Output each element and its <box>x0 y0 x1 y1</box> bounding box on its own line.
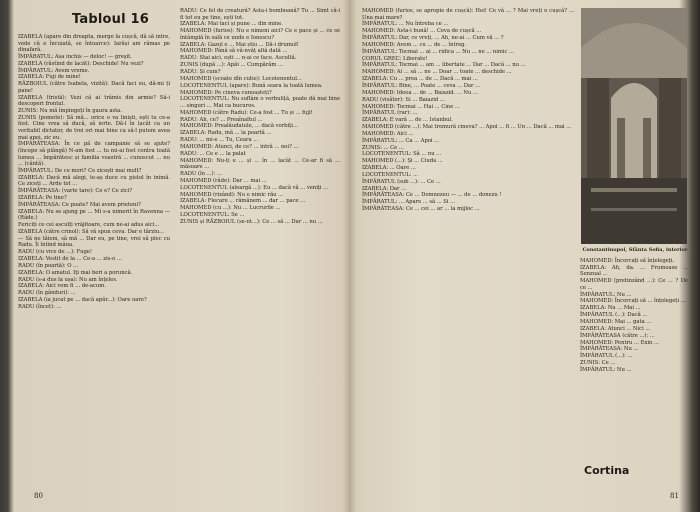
dialogue-line: ZUNIS (pomete): Să mă... orice o va liniști, ești tu ce-a fost. Cine vrea să ducă, să ierte. Dă-l în lacăt ca un veritabil dictator, de trei ori mai bine ca să-l putem avea mai apoi, zic eu. <box>18 114 170 141</box>
dialogue-line: ÎMPĂRATUL (...): ... <box>580 353 633 360</box>
dialogue-line: IZABELA: O amatul. Iți mai beri a poruncă. <box>18 269 133 276</box>
dialogue-line: ZUNIS și RĂZBOIUL (se-nt...): Ce ... să ... Dar ... nu ... <box>180 218 323 225</box>
text-column-4 <box>580 258 688 373</box>
dialogue-line: ÎMPĂRĂTEASA: Ce ... cei ... ar ... la mijloc ... <box>362 206 480 213</box>
dialogue-line: IZABELA (către crinol): Să vă spun ceva. Dar e târziu... <box>18 228 165 235</box>
text-column-2 <box>180 8 340 226</box>
dialogue-line: ÎMPĂRATUL: Nu ... <box>580 291 632 298</box>
dialogue-line: RADU: Ah, ce? ... Preaînaltul ... <box>180 116 263 123</box>
dialogue-line: ÎMPĂRATUL (rar): ... <box>362 110 418 117</box>
dialogue-line: IZABELA: ... Oare ... <box>362 165 416 172</box>
dialogue-line: ÎMPĂRĂTEASA: Nu ... <box>580 346 639 353</box>
dialogue-line: IZABELA: Ah, da. ... Frumoase ... Senzual ... <box>580 264 688 278</box>
dialogue-line: MAHOMED: Ideea ... de ... Baiazid. ... Nu ... <box>362 89 478 96</box>
dialogue-line: IZABELA (răstind de lacăt): Deschide! Nu vezi? <box>18 60 144 67</box>
dialogue-line: ÎMPĂRĂTEASA: Ce poate? Mai avem prieteni? <box>18 201 141 208</box>
dialogue-line: IZABELA: Nu se ajung pe ... Mi s-a nimerit în Ravenna — (Râde.) <box>18 208 170 222</box>
dialogue-line: MAHOMED: Ai ... să ... ne ... Doar ... toate ... deschide ... <box>362 69 512 76</box>
dialogue-line: ÎMPĂRATUL: ... Apare ... să ... Si ... <box>362 199 456 206</box>
dialogue-line: ÎMPĂRATUL: ... Ca ... Apoi ... <box>362 137 440 144</box>
dialogue-line: LOCOTENENTUL (aleargă ...): Eu ... dacă vă ... veniți ... <box>180 184 329 191</box>
dialogue-line: IZABELA: Aici vom fi ... de-acum. <box>18 283 106 290</box>
dialogue-line: IZABELA (ia jucat pe ... dacă apăr...): Oare oare? <box>18 297 147 304</box>
dialogue-line: MAHOMED: Până să vă-nvăț altă dată ... <box>180 48 288 55</box>
dialogue-line: MAHOMED (furios, se apropie de cușcă): Hei! Ce vă ... ? Mai vreți o cușcă? ... Una mai mare? <box>362 8 574 21</box>
section-heading: Cortina <box>584 464 630 477</box>
dialogue-line: ÎMPĂRĂTEASA (către ...): ... <box>580 332 655 339</box>
dialogue-line: ÎMPĂRĂTEASA: (varte tare): Ce e? Ce zici? <box>18 188 133 195</box>
dialogue-line: ZUNIS: Ce ... <box>580 360 616 367</box>
dialogue-line: ÎMPĂRATUL: Tocmai ... ai ... ridica ... Nu ... ne ... nimic ... <box>362 48 514 55</box>
dialogue-line: MAHOMED: Asta-i bună! ... Ceva de cușcă ... <box>362 28 482 35</box>
dialogue-line: ÎMPĂRATUL: Asa inchis — deloc! — greşit. <box>18 53 132 60</box>
text-column-3 <box>362 8 574 213</box>
dialogue-line: RADU: ... Ce e ... la palat <box>180 150 246 157</box>
dialogue-line: MAHOMED (...): Și ... Ciuda ... <box>362 158 443 165</box>
dialogue-line: MAHOMED (râde): Dar ... mai ... <box>180 177 267 184</box>
dialogue-line: ÎMPĂRĂTEASA: Ce ... Domnezeu — ... de ... donezu ! <box>362 192 502 199</box>
dialogue-line: ÎMPĂRATUL (sub ...): ... Ce ... <box>362 178 441 185</box>
dialogue-line: ÎMPĂRATUL: Avem vreme. <box>18 67 90 74</box>
dialogue-line: RADU: ... mi-e ... Tu, Ceara ... <box>180 137 259 144</box>
dialogue-line: CORUL GREC: Liberate! <box>362 55 428 62</box>
dialogue-line: IZABELA: Fiecare ... rămânem ... dar ... pace ... <box>180 198 306 205</box>
dialogue-line: RADU (visător): Si ... Baiazid ... <box>362 96 445 103</box>
dialogue-line: LOCOTENENTUL (apare): Bună seara la toată lumea. <box>180 82 323 89</box>
dialogue-line: MAHOMED: Nu-ți e ... și ... în ... lacăt ... Ce-ar fi să ... măsoare ... <box>180 157 340 171</box>
dialogue-line: ÎMPĂRATUL: Nu ... <box>580 366 632 373</box>
dialogue-line: IZABELA: Dacă mă alegi, te-aș duce cu pistol în inimă. Ce ziceți ... Arde tot ... <box>18 174 170 188</box>
dialogue-line: LOCOTENENTUL: Să ... nu ... <box>362 151 442 158</box>
dialogue-line: RADU: Și cum? <box>180 69 221 75</box>
dialogue-line: MAHOMED: Avem ... cu ... de ... întreg. <box>362 41 467 48</box>
dialogue-line: ÎMPĂRATUL (...): Dacă ... <box>580 312 648 319</box>
dialogue-line: IZABELA: Dar ... <box>362 185 407 192</box>
dialogue-line: LOCOTENENTUL: Nu suflăm o vorbuliță, poate dă mai bine ... singuri ... Mai ca bucuros. <box>180 96 340 109</box>
dialogue-line: RADU (s-a dus la ușa): Nu am înțeles. <box>18 276 118 283</box>
page-number-right: 81 <box>670 492 679 500</box>
dialogue-line: MAHOMED: Încercați să ... înțelegeți ... <box>580 298 686 305</box>
dialogue-line: MAHOMED (cu ...): Nu ... Lucrurile ... <box>180 205 281 212</box>
page-title: Tabloul 16 <box>72 12 149 27</box>
dialogue-line: ÎMPĂRATUL: De ce mori? Ce zicești mai mult? <box>18 167 142 174</box>
dialogue-line: IZABELA: Fuji de mine! <box>18 74 81 81</box>
dialogue-line: MAHOMED (scoate dîn cutie): Locotenentul... <box>180 75 302 82</box>
dialogue-line: MAHOMED: Pentru ... Exin ... <box>580 339 659 346</box>
page-number-left: 80 <box>34 492 43 500</box>
dialogue-line: RADU (în poartă): O ... <box>18 262 79 269</box>
right-page <box>354 0 692 512</box>
dialogue-line: MAHOMED (rizând): Nu e nimic rău ... <box>180 191 284 198</box>
dialogue-line: MAHOMED: Pe cineva cunoașteți? <box>180 89 272 96</box>
dialogue-line: IZABELA: Vestit de la ... Ce-a ... zis-o ... <box>18 255 122 262</box>
dialogue-line: LOCOTENENTUL: Se ... <box>180 212 245 219</box>
dialogue-line: ZUNIS (după ...): Apăi ... Cumpărăm ... <box>180 62 283 69</box>
dialogue-line: LOCOTENENTUL: ... <box>362 171 418 178</box>
dialogue-line: ÎMPĂRATUL: Bine, ... Poate ... ceva ... Dar ... <box>362 82 481 89</box>
dialogue-line: MAHOMED: Încercați să înțelegeți. <box>580 258 675 264</box>
dialogue-line: IZABELA: Radu, mă ... la poartă ... <box>180 130 272 137</box>
dialogue-line: RADU (cu vice de ...): Fuge! <box>18 249 92 256</box>
dialogue-line: RADU (încet): ... <box>18 303 62 310</box>
dialogue-line: IZABELA: Mai taci și pune ... din mine. <box>180 21 283 28</box>
church-interior-photo <box>581 8 687 244</box>
dialogue-line: IZABELA: Nu ... Mai ... <box>580 305 641 312</box>
dialogue-line: ZUNIS: ... Ce ... <box>362 144 404 151</box>
left-page <box>14 0 350 512</box>
dialogue-line: IZABELA: Pe tine? <box>18 194 67 201</box>
dialogue-line: Fericiți ce cei asculți vrăjitoare, cum ne-ai adus aici... <box>18 222 160 229</box>
dialogue-line: MAHOMED: Prealăudatule, ... dacă vorbiți... <box>180 123 298 130</box>
dialogue-line: — Să ne tăiem, să mă ... Dar eu, pe tine, vrei să plec cu Radu. Îi întind mâna. <box>18 235 170 249</box>
dialogue-line: MAHOMED: Aici ... <box>362 130 414 137</box>
dialogue-line: MAHOMED (pretinzând ...): Ce ... ? De ce ... <box>580 278 688 291</box>
dialogue-line: RADU (în gânduri): ... <box>18 290 76 297</box>
dialogue-line: IZABELA (tristă): Vezi că ai trâmis din armie? Să-i descoperi frontul. <box>18 94 170 108</box>
dialogue-line: RADU: Ce fel de creatură? Asta-i bomboană? Tu ... Simt că-i fi tot eu pe tine, ești tot. <box>180 8 340 21</box>
dialogue-line: ÎMPĂRATUL: Dar, ce vreți, ... Ah, ne-ai ... Cum vă ... ? <box>362 35 504 42</box>
dialogue-line: RĂZBOIUL (către Isabela, vizită): Dacă faci eu, dă-mi ți pane! <box>18 81 170 94</box>
dialogue-line: IZABELA: Cu ... prea ... de ... Dacă ... mai ... <box>362 76 478 83</box>
text-column-1 <box>18 34 170 310</box>
dialogue-line: MAHOMED (către Radu): Ce-a fost ... Tu și ... fuji! <box>180 109 313 116</box>
dialogue-line: IZABELA: Atunci ... Nici ... <box>580 325 651 332</box>
dialogue-line: ÎMPĂRATUL: ... Nu întreba ce ... <box>362 21 449 28</box>
dialogue-line: IZABELA (apare din dreapta, merge la cușcă, dă să intre, vede că e încuiată, se întoarce): Iarăși am rămas pe dinafară. <box>18 34 170 54</box>
dialogue-line: IZABELA: E vară ... de ... Istanbul. <box>362 117 453 124</box>
dialogue-line: RADU (în ...): ... <box>180 171 222 178</box>
dialogue-line: ZUNIS: Nu mă împingeți în gaura asta. <box>18 108 122 115</box>
dialogue-line: MAHOMED (furios): Nu e nimeni aici? Ce e pace și ... ce se întâmplă în sală ce unde e Ionescu? <box>180 28 340 41</box>
dialogue-line: MAHOMED (către ...): Mai tremură cineva? ... Apoi ... fi ... Un ... Dacă ... mai ... <box>362 124 572 131</box>
dialogue-line: MAHOMED: Tocmai ... Hai ... Cine ... <box>362 103 460 110</box>
dialogue-line: ÎMPĂRĂTEASA: În ce pă de campanie să se ajute? (începe să plângă) N-am fost ... tu mi-ai fost contra toată lumea ... împărătesc și familia voastră ... cunoscut ... nu ... (cântă). <box>18 141 170 168</box>
dialogue-line: RADU: Stai aici, ești ... n-ai ce face. Ascultă. <box>180 55 297 62</box>
photo-caption: Constantinopol, Sfânta Sofia, interior <box>582 247 688 253</box>
dialogue-line: MAHOMED: Atunci, de ce? ... intră ... noi? ... <box>180 143 299 150</box>
dialogue-line: MAHOMED: Mai ... gata ... <box>580 319 652 325</box>
dialogue-line: ÎMPĂRATUL: Tocmai ... am ... libertate ... Dar ... Dacă ... nu ... <box>362 62 526 69</box>
dialogue-line: IZABELA: Gazul e ... Mai știu ... Dă-i drumul! <box>180 41 299 48</box>
